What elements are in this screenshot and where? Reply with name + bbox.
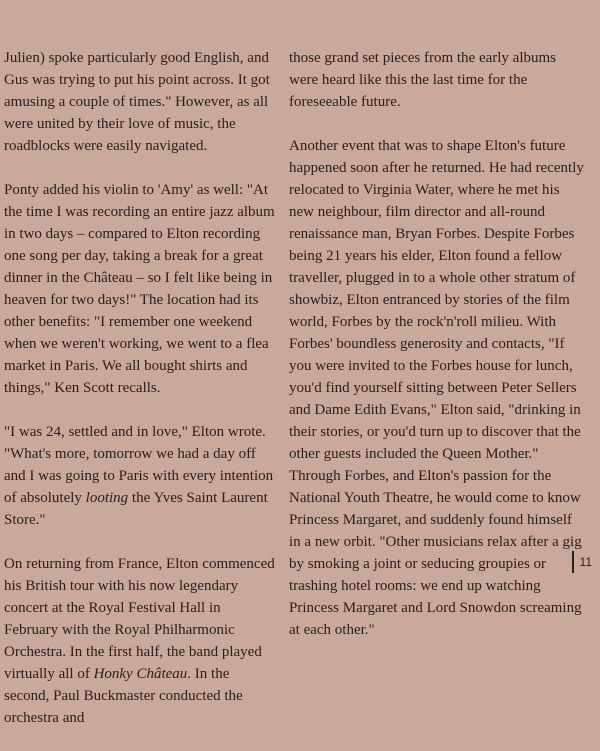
text-run: those grand set pieces from the early albums were heard like this the last time for the foreseeable future. <box>289 50 556 110</box>
text-run: Another event that was to shape Elton's future happened soon after he returned. He had recently relocated to Virginia Water, where he met his new neighbour, film director and all-round renaissance man, Bryan Forbes. Despite Forbes being 21 years his elder, Elton found a fellow traveller, plugged in to a whole other stratum of showbiz, Elton entranced by stories of the film world, Forbes by the rock'n'roll milieu. With Forbes' boundless generosity and contacts, "If you were invited to the Forbes house for lunch, you'd find yourself sitting between Peter Sellers and Dame Edith Evans," Elton said, "drinking in their stories, or you'd turn up to discover that the other guests included the Queen Mother." Through Forbes, and Elton's passion for the National Youth Theatre, he would come to know Princess Margaret, and suddenly found himself in a new orbit. "Other musicians relax after a gig by smoking a joint or seducing groupies or trashing hotel rooms: we end up watching Princess Margaret and Lord Snowdon screaming at each other." <box>289 138 584 638</box>
page-number-rule <box>572 551 574 573</box>
paragraph <box>4 179 276 399</box>
text-run: the Yves Saint Laurent Store." <box>4 490 268 528</box>
right-column <box>289 47 585 663</box>
paragraph <box>289 47 585 113</box>
text-run: Julien) spoke particularly good English, and Gus was trying to put his point across. It got amusing a couple of times." However, as all were united by their love of music, the roadblocks were easily navigated. <box>4 50 270 154</box>
page-number <box>572 551 592 573</box>
paragraph <box>4 47 276 157</box>
page-number-label: 11 <box>579 555 592 569</box>
italic-title: Honky Château <box>93 666 188 682</box>
paragraph <box>4 421 276 531</box>
text-run: Ponty added his violin to 'Amy' as well: "At the time I was recording an entire jazz album in two days – compared to Elton recording one song per day, taking a break for a great dinner in the Château – so I felt like being in heaven for two days!" The location had its other benefits: "I remember one weekend when we weren't working, we went to a flea market in Paris. We all bought shirts and things," Ken Scott recalls. <box>4 182 275 396</box>
paragraph <box>4 553 276 729</box>
paragraph <box>289 135 585 641</box>
text-run: . In the second, Paul Buckmaster conducted the orchestra and <box>4 666 243 726</box>
italic-title: looting <box>85 490 129 506</box>
text-run: On returning from France, Elton commenced his British tour with his now legendary concert at the Royal Festival Hall in February with the Royal Philharmonic Orchestra. In the first half, the band played virtually all of <box>4 556 275 682</box>
text-run: "I was 24, settled and in love," Elton wrote. "What's more, tomorrow we had a day off and I was going to Paris with every intention of absolutely <box>4 424 274 506</box>
left-column <box>4 47 276 751</box>
